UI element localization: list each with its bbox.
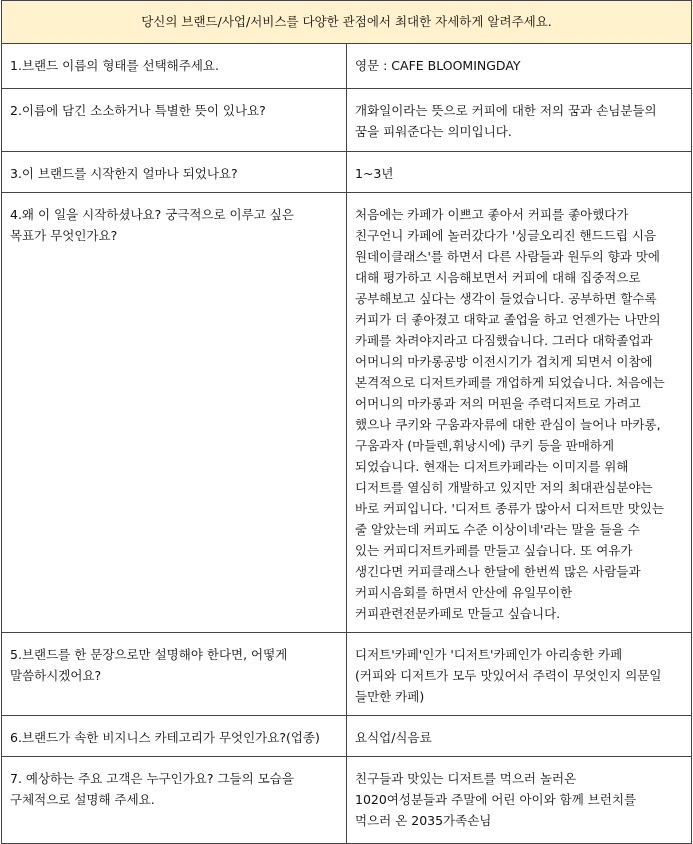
- question-cell: [2, 633, 347, 716]
- answer-cell: [347, 757, 692, 844]
- answer-cell: [347, 716, 692, 757]
- answer-text: 대해 평가하고 시음해보면서 커피에 대해 집중적으로: [355, 270, 641, 285]
- answer-text: 처음에는 카페가 이쁘고 좋아서 커피를 좋아했다가: [355, 207, 629, 222]
- table-row: [2, 89, 692, 152]
- table-row: [2, 152, 692, 193]
- answer-text: 원데이클래스'를 하면서 다른 사람들과 원두의 향과 맛에: [355, 249, 661, 264]
- table-row: [2, 193, 692, 633]
- answer-text: 있는 커피디저트카페를 만들고 싶습니다. 또 여유가: [355, 543, 633, 558]
- answer-text: 어머니의 마카롱공방 이전시기가 겹치게 되면서 이참에: [355, 354, 653, 369]
- question-cell: [2, 193, 347, 633]
- brand-questionnaire-table: [1, 0, 692, 844]
- answer-text: 했으나 쿠키와 구움과자류에 대한 관심이 늘어나 마카롱,: [355, 417, 661, 432]
- question-cell: [2, 152, 347, 193]
- answer-text: 구움과자 (마들렌,휘낭시에) 쿠키 등을 판매하게: [355, 438, 615, 453]
- answer-cell: [347, 44, 692, 89]
- question-text: 5.브랜드를 한 문장으로만 설명해야 한다면, 어떻게: [10, 647, 288, 662]
- answer-text: 생긴다면 커피클래스나 한달에 한번씩 많은 사람들과: [355, 564, 641, 579]
- answer-text: 본격적으로 디저트카페를 개업하게 되었습니다. 처음에는: [355, 375, 665, 390]
- answer-text: 커피가 더 좋아졌고 대학교 졸업을 하고 언젠가는 나만의: [355, 312, 661, 327]
- table-row: [2, 44, 692, 89]
- answer-text: 1~3년: [355, 166, 394, 181]
- table-row: [2, 757, 692, 844]
- answer-text: 개화일이라는 뜻으로 커피에 대한 저의 꿈과 손님분들의: [355, 103, 657, 118]
- answer-cell: [347, 633, 692, 716]
- question-text: 7. 예상하는 주요 고객은 누구인가요? 그들의 모습을: [10, 771, 294, 786]
- answer-text: 먹으러 온 2035가족손님: [355, 813, 492, 828]
- answer-text: 커피관련전문카페로 만들고 싶습니다.: [355, 606, 561, 621]
- answer-text: 바로 커피입니다. '디저트 종류가 많아서 디저트만 맛있는: [355, 501, 664, 516]
- answer-text: 되었습니다. 현재는 디저트카페라는 이미지를 위해: [355, 459, 629, 474]
- question-cell: [2, 89, 347, 152]
- answer-text: 어머니의 마카롱과 저의 머핀을 주력디저트로 가려고: [355, 396, 641, 411]
- table-row: [2, 633, 692, 716]
- answer-text: 카페를 차려야지라고 다짐했습니다. 그러다 대학졸업과: [355, 333, 653, 348]
- question-text: 2.이름에 담긴 소소하거나 특별한 뜻이 있나요?: [10, 103, 266, 118]
- answer-cell: [347, 193, 692, 633]
- answer-cell: [347, 152, 692, 193]
- question-cell: [2, 757, 347, 844]
- answer-text: 디저트'카페'인가 '디저트'카페인가 아리송한 카페: [355, 647, 623, 662]
- table-row: [2, 716, 692, 757]
- answer-text: 친구들과 맛있는 디저트를 먹으러 놀러온: [355, 771, 577, 786]
- question-text: 3.이 브랜드를 시작한지 얼마나 되었나요?: [10, 166, 238, 181]
- question-text: 구체적으로 설명해 주세요.: [10, 792, 155, 807]
- question-cell: [2, 44, 347, 89]
- question-text: 6.브랜드가 속한 비지니스 카테고리가 무엇인가요?(업종): [10, 730, 320, 745]
- questionnaire-title: 당신의 브랜드/사업/서비스를 다양한 관점에서 최대한 자세하게 알려주세요.: [2, 1, 692, 44]
- answer-text: 1020여성분들과 주말에 어린 아이와 함께 브런치를: [355, 792, 637, 807]
- question-text: 목표가 무엇인가요?: [10, 228, 118, 243]
- answer-text: 영문 : CAFE BLOOMINGDAY: [355, 58, 521, 73]
- question-text: 말씀하시겠어요?: [10, 668, 102, 683]
- answer-text: 줄 알았는데 커피도 수준 이상이네'라는 말을 들을 수: [355, 522, 640, 537]
- answer-text: (커피와 디저트가 모두 맛있어서 주력이 무엇인지 의문일: [355, 668, 662, 683]
- question-text: 4.왜 이 일을 시작하셨나요? 궁극적으로 이루고 싶은: [10, 207, 294, 222]
- answer-cell: [347, 89, 692, 152]
- answer-text: 들만한 카페): [355, 689, 425, 704]
- header-row: [2, 1, 692, 44]
- answer-text: 꿈을 피워준다는 의미입니다.: [355, 124, 512, 139]
- answer-text: 요식업/식음료: [355, 730, 432, 745]
- question-text: 1.브랜드 이름의 형태를 선택해주세요.: [10, 58, 219, 73]
- answer-text: 친구언니 카페에 놀러갔다가 '싱글오리진 핸드드립 시음: [355, 228, 657, 243]
- answer-text: 디저트를 열심히 개발하고 있지만 저의 최대관심분야는: [355, 480, 653, 495]
- answer-text: 커피시음회를 하면서 안산에 유일무이한: [355, 585, 573, 600]
- answer-text: 공부해보고 싶다는 생각이 들었습니다. 공부하면 할수록: [355, 291, 657, 306]
- question-cell: [2, 716, 347, 757]
